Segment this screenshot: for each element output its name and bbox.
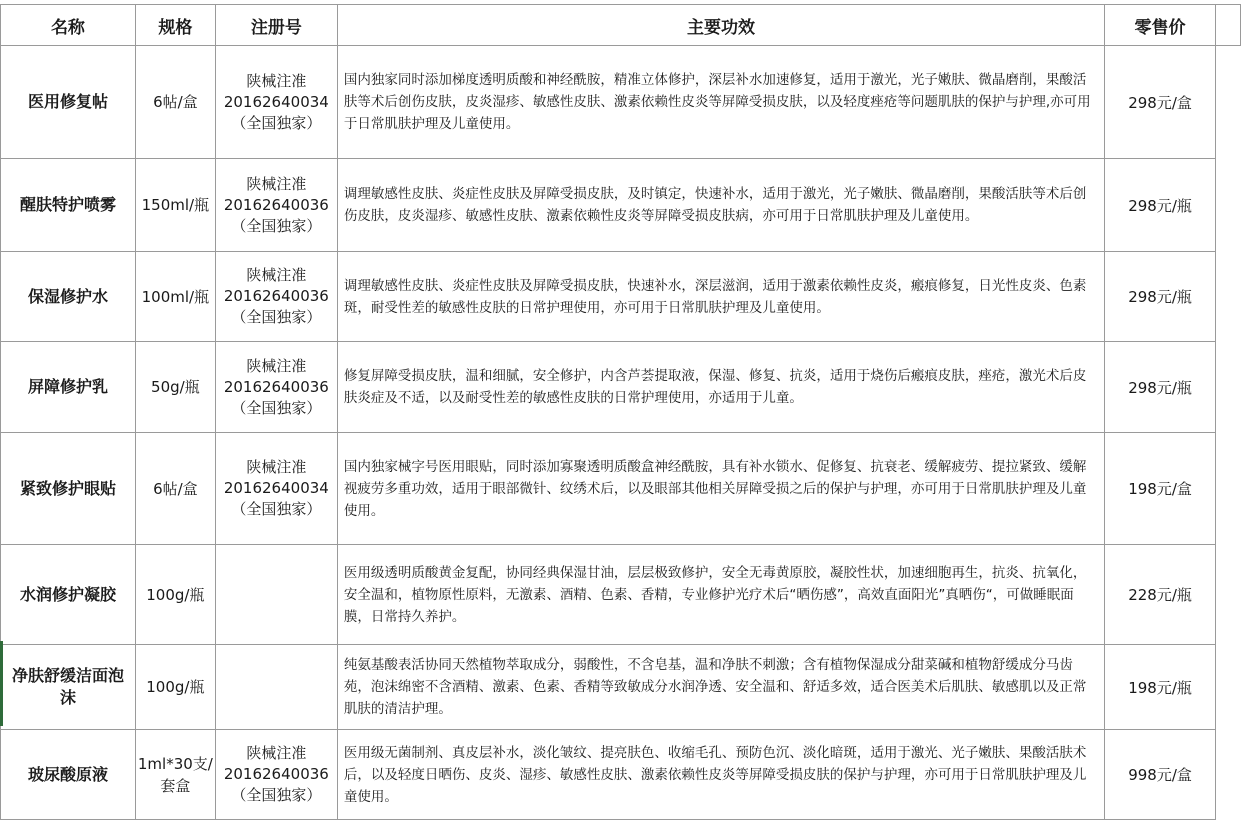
row-selection-marker — [0, 641, 3, 726]
table-row — [1, 159, 1241, 252]
row-spacer — [1215, 342, 1240, 433]
product-spec: 50g/瓶 — [135, 342, 215, 433]
retail-price: 298元/瓶 — [1105, 159, 1216, 252]
retail-price: 228元/瓶 — [1105, 545, 1216, 645]
product-name: 屏障修护乳 — [1, 342, 136, 433]
row-spacer — [1215, 46, 1240, 159]
registration-line: 20162640036 — [223, 765, 329, 783]
registration-line: 20162640034 — [223, 92, 329, 111]
registration-line: 20162640034 — [223, 479, 329, 497]
table-header-row — [1, 5, 1241, 46]
registration-number — [215, 159, 337, 252]
product-effects: 国内独家同时添加梯度透明质酸和神经酰胺，精准立体修护，深层补水加速修复，适用于激光，光子嫩肤、微晶磨削，果酸活肤等术后创伤皮肤，皮炎湿疹、敏感性皮肤、激素依赖性皮炎等屏障受损皮肤，以及轻度痤疮等问题肌肤的保护与护理,亦可用于日常肌肤护理及儿童使用。 — [337, 46, 1104, 159]
product-spec: 6帖/盒 — [135, 433, 215, 545]
header-price: 零售价 — [1105, 5, 1216, 46]
registration-line: 20162640036 — [223, 287, 329, 305]
product-spec: 100g/瓶 — [135, 545, 215, 645]
registration-line: 陕械注准 — [246, 174, 307, 193]
product-name: 保湿修护水 — [1, 252, 136, 342]
product-name: 净肤舒缓洁面泡沫 — [1, 645, 136, 730]
product-spec: 100g/瓶 — [135, 645, 215, 730]
row-spacer — [1215, 252, 1240, 342]
registration-number — [215, 545, 337, 645]
table-row — [1, 730, 1241, 820]
table-row — [1, 433, 1241, 545]
retail-price: 198元/盒 — [1105, 433, 1216, 545]
product-effects: 医用级无菌制剂、真皮层补水，淡化皱纹、提亮肤色、收缩毛孔、预防色沉、淡化暗斑，适用于激光、光子嫩肤、果酸活肤术后，以及轻度日晒伤、皮炎、湿疹、敏感性皮肤、激素依赖性皮炎等屏障受损皮肤的保护与护理，亦可用于日常肌肤护理及儿童使用。 — [337, 730, 1104, 820]
product-spec: 6帖/盒 — [135, 46, 215, 159]
registration-line: 陕械注准 — [246, 458, 307, 476]
product-name: 紧致修护眼贴 — [1, 433, 136, 545]
registration-line: （全国独家） — [231, 308, 322, 326]
registration-line: 20162640036 — [223, 195, 329, 214]
registration-line: 陕械注准 — [246, 744, 307, 762]
product-table — [0, 4, 1241, 820]
header-spec: 规格 — [135, 5, 215, 46]
product-name: 水润修护凝胶 — [1, 545, 136, 645]
row-spacer — [1215, 545, 1240, 645]
registration-number — [215, 342, 337, 433]
row-spacer — [1215, 159, 1240, 252]
header-registration: 注册号 — [215, 5, 337, 46]
registration-number — [215, 433, 337, 545]
product-name: 玻尿酸原液 — [1, 730, 136, 820]
registration-number — [215, 46, 337, 159]
registration-line: （全国独家） — [231, 216, 322, 235]
registration-line: 陕械注准 — [246, 71, 307, 90]
row-spacer — [1215, 730, 1240, 820]
retail-price: 998元/盒 — [1105, 730, 1216, 820]
table-row — [1, 645, 1241, 730]
registration-line: 20162640036 — [223, 377, 329, 396]
retail-price: 298元/瓶 — [1105, 342, 1216, 433]
product-effects: 国内独家械字号医用眼贴，同时添加寡聚透明质酸盒神经酰胺，具有补水锁水、促修复、抗衰老、缓解疲劳、提拉紧致、缓解视疲劳多重功效，适用于眼部微针、纹绣术后，以及眼部其他相关屏障受损之后的保护与护理，亦可用于日常肌肤护理及儿童使用。 — [337, 433, 1104, 545]
header-name: 名称 — [1, 5, 136, 46]
product-effects: 纯氨基酸表活协同天然植物萃取成分，弱酸性，不含皂基，温和净肤不刺激；含有植物保湿成分甜菜碱和植物舒缓成分马齿苑，泡沫绵密不含酒精、激素、色素、香精等致敏成分水润净透、安全温和、舒适多效，适合医美术后肌肤、敏感肌以及正常肌肤的清洁护理。 — [337, 645, 1104, 730]
product-spec: 1ml*30支/套盒 — [135, 730, 215, 820]
table-row — [1, 342, 1241, 433]
product-effects: 调理敏感性皮肤、炎症性皮肤及屏障受损皮肤，及时镇定，快速补水，适用于激光，光子嫩肤、微晶磨削，果酸活肤等术后创伤皮肤，皮炎湿疹、敏感性皮肤、激素依赖性皮炎等屏障受损皮肤病，亦可用于日常肌肤护理及儿童使用。 — [337, 159, 1104, 252]
registration-line: 陕械注准 — [246, 266, 307, 284]
registration-line: （全国独家） — [231, 500, 322, 518]
retail-price: 298元/瓶 — [1105, 252, 1216, 342]
table-row — [1, 252, 1241, 342]
retail-price: 298元/盒 — [1105, 46, 1216, 159]
product-effects: 医用级透明质酸黄金复配，协同经典保湿甘油，层层极致修护，安全无毒黄原胶，凝胶性状，加速细胞再生，抗炎、抗氧化，安全温和，植物原性原料，无激素、酒精、色素、香精，专业修护光疗术后“晒伤感”，高效直面阳光”真晒伤“，可做睡眠面膜，日常持久养护。 — [337, 545, 1104, 645]
product-spec: 100ml/瓶 — [135, 252, 215, 342]
registration-number — [215, 645, 337, 730]
product-name: 医用修复帖 — [1, 46, 136, 159]
registration-line: （全国独家） — [231, 398, 322, 417]
header-spacer — [1215, 5, 1240, 46]
row-spacer — [1215, 645, 1240, 730]
product-effects: 修复屏障受损皮肤，温和细腻，安全修护，内含芦荟提取液，保湿、修复、抗炎，适用于烧伤后瘢痕皮肤，痤疮，激光术后皮肤炎症及不适，以及耐受性差的敏感性皮肤的日常护理使用，亦适用于儿童。 — [337, 342, 1104, 433]
registration-number — [215, 252, 337, 342]
table-row — [1, 46, 1241, 159]
table-body — [1, 46, 1241, 820]
registration-line: （全国独家） — [231, 113, 322, 132]
table-row — [1, 545, 1241, 645]
product-effects: 调理敏感性皮肤、炎症性皮肤及屏障受损皮肤，快速补水，深层滋润，适用于激素依赖性皮炎，瘢痕修复，日光性皮炎、色素斑，耐受性差的敏感性皮肤的日常护理使用，亦可用于日常肌肤护理及儿童使用。 — [337, 252, 1104, 342]
registration-number — [215, 730, 337, 820]
retail-price: 198元/瓶 — [1105, 645, 1216, 730]
registration-line: （全国独家） — [231, 786, 322, 804]
registration-line: 陕械注准 — [246, 356, 307, 375]
header-effects: 主要功效 — [337, 5, 1104, 46]
row-spacer — [1215, 433, 1240, 545]
product-spec: 150ml/瓶 — [135, 159, 215, 252]
product-name: 醒肤特护喷雾 — [1, 159, 136, 252]
